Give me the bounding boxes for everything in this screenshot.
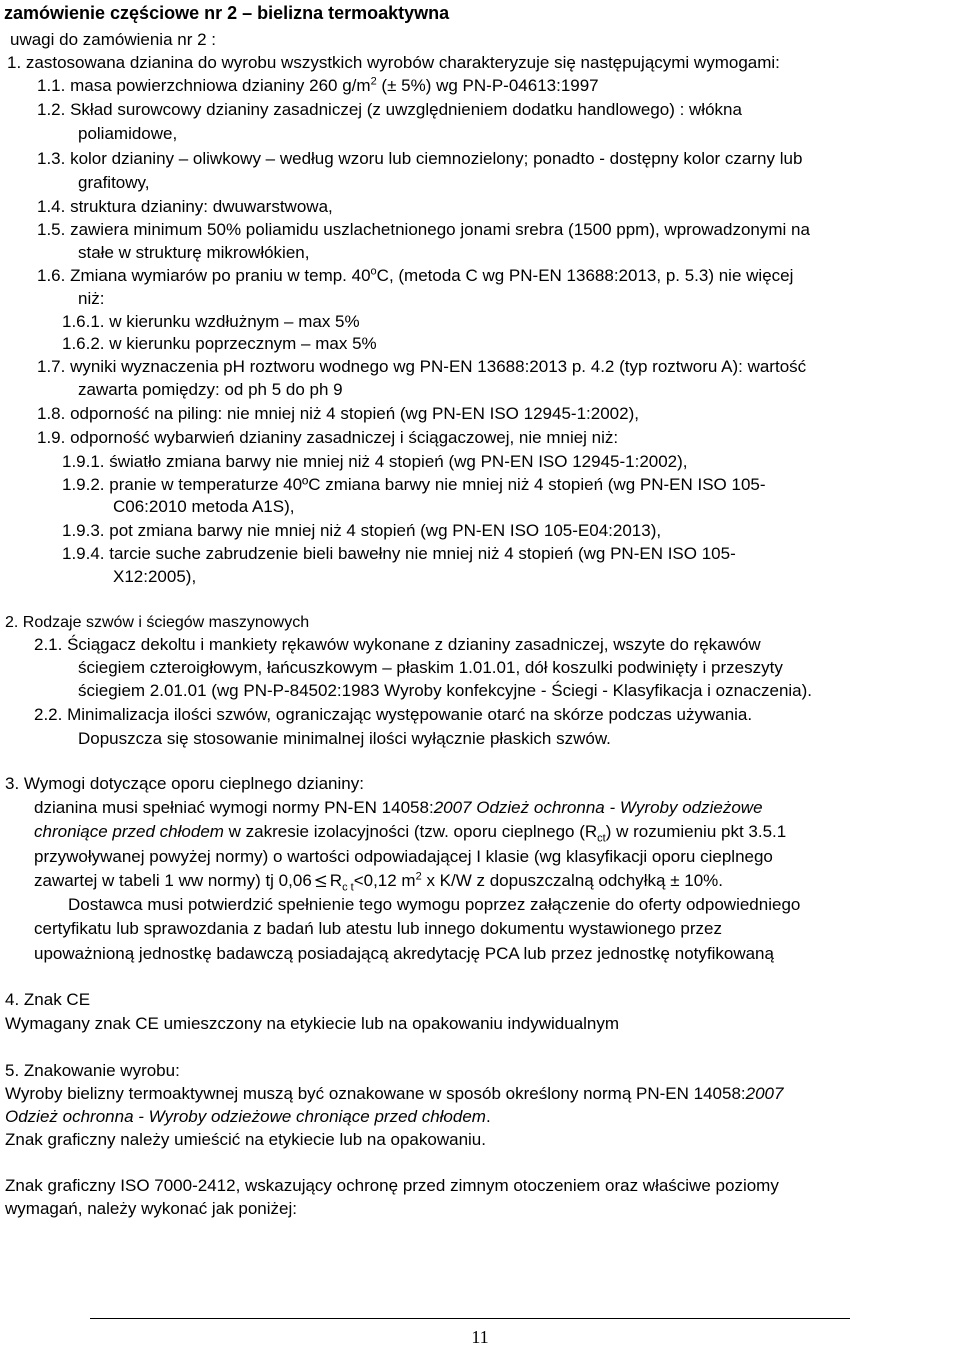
item-1-1: 1.1. masa powierzchniowa dzianiny 260 $g/m^2$ (± 5%) wg PN-P-04613:1997 [37,75,599,95]
item-1-6-1: 1.6.1. w kierunku wzdłużnym – max 5% [62,312,360,331]
notes-intro: uwagi do zamówienia nr 2 : [10,30,217,49]
item-1-6: 1.6. Zmiana wymiarów po praniu w temp. 40$^o$C, (metoda C wg PN-EN 13688:2013, p. 5.3) nie więcej [37,265,794,285]
item-2-1-cont1: ściegiem czteroigłowym, łańcuszkowym – płaskim 1.01.01, dół koszulki podwinięty i przeszyty [78,658,783,677]
item-1-2: 1.2. Skład surowcowy dzianiny zasadniczej (z uwzględnieniem dodatku handlowego) : włókna [37,100,742,119]
section-5-line-3: Znak graficzny należy umieścić na etykiecie lub na opakowaniu. [5,1130,486,1149]
item-1-9-2: 1.9.2. pranie w temperaturze 40ºC zmiana barwy nie mniej niż 4 stopień (wg PN-EN ISO 105- [62,475,766,494]
item-1-9: 1.9. odporność wybarwień dzianiny zasadniczej i ściągaczowej, nie mniej niż: [37,428,619,447]
less-equal-symbol [315,875,327,887]
item-1-5-cont: stałe w strukturę mikrowłókien, [78,243,310,262]
item-2-2-cont: Dopuszcza się stosowanie minimalnej ilości wyłącznie płaskich szwów. [78,729,611,748]
page-number: 11 [471,1327,489,1347]
section-5-line-4: Znak graficzny ISO 7000-2412, wskazujący ochronę przed zimnym otoczeniem oraz właściwe poziomy [5,1176,779,1195]
section-3-heading: 3. Wymogi dotyczące oporu cieplnego dzianiny: [5,774,364,793]
section-3-line-3: przywoływanej powyżej normy) o wartości odpowiadającej I klasie (wg klasyfikacji oporu cieplnego [34,847,773,866]
section-3-line-1: dzianina musi spełniać wymogi normy PN-EN 14058:2007 Odzież ochronna - Wyroby odzieżowe [34,798,763,817]
section-2-heading: 2. Rodzaje szwów i ściegów maszynowych [5,614,310,631]
section-1-heading: 1. zastosowana dzianina do wyrobu wszystkich wyrobów charakteryzuje się następującymi wymogami: [7,53,780,72]
item-2-2: 2.2. Minimalizacja ilości szwów, ograniczając występowanie otarć na skórze podczas używania. [34,705,753,724]
section-5-line-5: wymagań, należy wykonać jak poniżej: [5,1199,297,1218]
section-3-para-2-line-1: Dostawca musi potwierdzić spełnienie tego wymogu poprzez załączenie do oferty odpowiedniego [68,895,801,914]
item-2-1-cont2: ściegiem 2.01.01 (wg PN-P-84502:1983 Wyroby konfekcyjne - Ściegi - Klasyfikacja i oznaczenia). [78,681,813,700]
section-5-heading: 5. Znakowanie wyrobu: [5,1061,180,1080]
section-5-line-2: Odzież ochronna - Wyroby odzieżowe chroniące przed chłodem. [5,1107,491,1126]
item-1-8: 1.8. odporność na piling: nie mniej niż 4 stopień (wg PN-EN ISO 12945-1:2002), [37,404,639,423]
section-4-text: Wymagany znak CE umieszczony na etykiecie lub na opakowaniu indywidualnym [5,1014,620,1033]
section-4-heading: 4. Znak CE [5,990,91,1009]
section-3-line-4: zawartej w tabeli 1 ww normy) tj 0,06 $R_{c t}<0,12$ $m^2$ x K/W z dopuszczalną odchyłką ± 10%. [34,870,724,894]
item-1-5: 1.5. zawiera minimum 50% poliamidu uszlachetnionego jonami srebra (1500 ppm), wprowadzonymi na [37,220,810,239]
item-1-6-cont: niż: [78,289,105,308]
item-1-9-4: 1.9.4. tarcie suche zabrudzenie bieli bawełny nie mniej niż 4 stopień (wg PN-EN ISO 105- [62,544,736,563]
item-1-9-2-cont: C06:2010 metoda A1S), [113,497,295,516]
item-1-9-1: 1.9.1. światło zmiana barwy nie mniej niż 4 stopień (wg PN-EN ISO 12945-1:2002), [62,452,688,471]
section-3-line-2: chroniące przed chłodem w zakresie izolacyjności (tzw. oporu cieplnego $(R_{ct})$ w rozumieniu pkt 3.5.1 [34,822,787,845]
item-1-3: 1.3. kolor dzianiny – oliwkowy – według wzoru lub ciemnozielony; ponadto - dostępny kolor czarny lub [37,149,803,168]
item-1-2-cont: poliamidowe, [78,124,178,143]
footer-rule [90,1318,850,1319]
item-1-6-2: 1.6.2. w kierunku poprzecznym – max 5% [62,334,377,353]
item-1-4: 1.4. struktura dzianiny: dwuwarstwowa, [37,197,333,216]
section-5-line-1: Wyroby bielizny termoaktywnej muszą być oznakowane w sposób określony normą PN-EN 14058:2007 [5,1084,784,1103]
item-1-9-3: 1.9.3. pot zmiana barwy nie mniej niż 4 stopień (wg PN-EN ISO 105-E04:2013), [62,521,662,540]
document-title: zamówienie częściowe nr 2 – bielizna termoaktywna [4,3,450,23]
item-1-7: 1.7. wyniki wyznaczenia pH roztworu wodnego wg PN-EN 13688:2013 p. 4.2 (typ roztworu A): wartość [37,357,807,376]
item-1-7-cont: zawarta pomiędzy: od ph 5 do ph 9 [78,380,343,399]
section-3-para-2-line-2: certyfikatu lub sprawozdania z badań lub atestu lub innego dokumentu wystawionego przez [34,919,722,938]
item-1-3-cont: grafitowy, [78,173,150,192]
item-1-9-4-cont: X12:2005), [113,567,197,586]
item-2-1: 2.1. Ściągacz dekoltu i mankiety rękawów wykonane z dzianiny zasadniczej, wszyte do rękawów [34,635,761,654]
section-3-para-2-line-3: upoważnioną jednostkę badawczą posiadającą akredytację PCA lub przez jednostkę notyfikowaną [34,944,774,963]
